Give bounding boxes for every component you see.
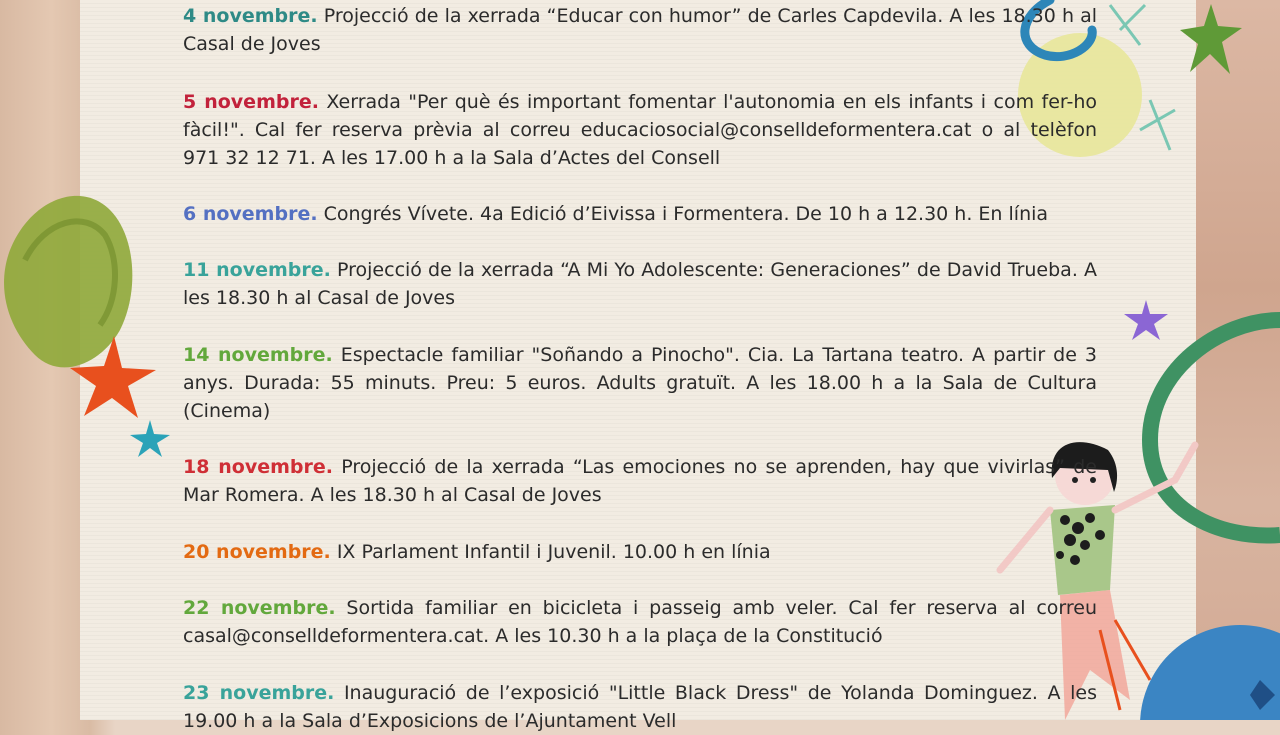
- event-date: 23 novembre.: [183, 682, 335, 704]
- teal-star-icon: [128, 418, 172, 458]
- event-description: IX Parlament Infantil i Juvenil. 10.00 h en línia: [336, 541, 771, 563]
- event-description: Xerrada "Per què és important fomentar l'autonomia en els infants i com fer-ho fàcil!". Cal fer reserva prèvia al correu educaciosocial@conselldeformentera.cat o al telèfon 971 32 12 71. A les 17.00 h a la Sala d’Actes del Consell: [183, 91, 1097, 169]
- event-description: Projecció de la xerrada “A Mi Yo Adolescente: Generaciones” de David Trueba. A les 18.30 h al Casal de Joves: [183, 259, 1097, 309]
- orange-star-icon: [66, 332, 162, 422]
- event-description: Sortida familiar en bicicleta i passeig amb veler. Cal fer reserva al correu casal@conselldeformentera.cat. A les 10.30 h a la plaça de la Constitució: [183, 597, 1097, 647]
- event-item: [183, 88, 1097, 172]
- event-item: [183, 2, 1097, 58]
- event-item: [183, 200, 1097, 228]
- green-star-icon: [1176, 2, 1246, 78]
- event-date: 11 novembre.: [183, 259, 331, 281]
- event-date: 5 novembre.: [183, 91, 319, 113]
- event-item: [183, 538, 1097, 566]
- event-date: 22 novembre.: [183, 597, 336, 619]
- event-date: 18 novembre.: [183, 456, 333, 478]
- event-date: 4 novembre.: [183, 5, 318, 27]
- event-item: [183, 341, 1097, 425]
- event-item: [183, 679, 1097, 735]
- event-description: Projecció de la xerrada “Educar con humor” de Carles Capdevila. A les 18.30 h al Casal de Joves: [183, 5, 1098, 55]
- event-description: Projecció de la xerrada “Las emociones no se aprenden, hay que vivirlas” de Mar Romera. A les 18.30 h al Casal de Joves: [183, 456, 1097, 506]
- event-description: Espectacle familiar "Soñando a Pinocho". Cia. La Tartana teatro. A partir de 3 anys. Durada: 55 minuts. Preu: 5 euros. Adults gratuït. A les 18.00 h a la Sala de Cultura (Cinema): [183, 344, 1097, 422]
- event-item: [183, 594, 1097, 650]
- event-date: 6 novembre.: [183, 203, 318, 225]
- event-item: [183, 453, 1097, 509]
- event-item: [183, 256, 1097, 312]
- event-date: 20 novembre.: [183, 541, 331, 563]
- event-date: 14 novembre.: [183, 344, 333, 366]
- event-description: Inauguració de l’exposició "Little Black Dress" de Yolanda Dominguez. A les 19.00 h a la Sala d’Exposicions de l’Ajuntament Vell: [183, 682, 1097, 732]
- event-description: Congrés Vívete. 4a Edició d’Eivissa i Formentera. De 10 h a 12.30 h. En línia: [323, 203, 1049, 225]
